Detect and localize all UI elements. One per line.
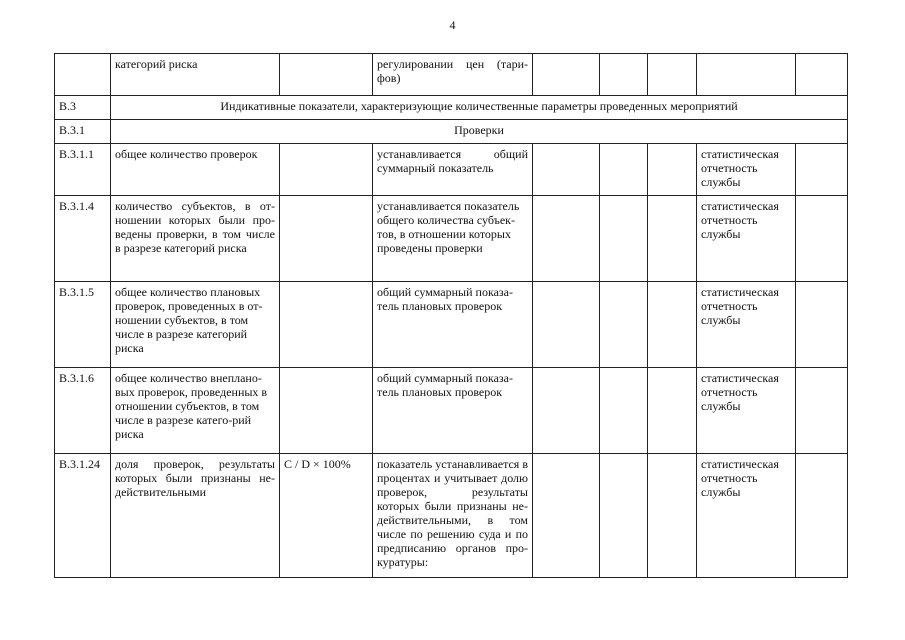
page-number: 4 [449,18,456,32]
formula-cell: C / D × 100% [280,454,373,578]
source-cell: статистическая отчетность службы [697,196,796,282]
table-row [55,54,848,96]
name-cell: общее количество плановых проверок, проведенных в от-ношении субъектов, в том числе в разрезе категорий риска [111,282,280,368]
name-cell: количество субъектов, в от-ношении которых были про-ведены проверки, в том числе в разрезе категорий риска [111,196,280,282]
empty-cell [648,144,697,196]
section-row [55,96,848,120]
formula-cell [280,54,373,96]
source-cell: статистическая отчетность службы [697,454,796,578]
method-cell: устанавливается общий суммарный показатель [373,144,533,196]
empty-cell [533,54,600,96]
source-cell [697,54,796,96]
table-row [55,196,848,282]
empty-cell [796,282,848,368]
code-cell: В.3.1.4 [55,196,111,282]
method-cell: устанавливается показатель общего количества субъек-тов, в отношении которых проведены проверки [373,196,533,282]
empty-cell [533,196,600,282]
formula-cell [280,144,373,196]
method-cell: общий суммарный показа-тель плановых проверок [373,282,533,368]
section-code: В.3 [55,96,111,120]
table-row [55,144,848,196]
empty-cell [796,196,848,282]
subsection-code: В.3.1 [55,120,111,144]
empty-cell [648,454,697,578]
method-cell: регулировании цен (тари-фов) [373,54,533,96]
subsection-title: Проверки [111,120,848,144]
name-cell: категорий риска [111,54,280,96]
indicators-table [54,53,848,578]
table-row [55,368,848,454]
empty-cell [796,368,848,454]
table-row [55,282,848,368]
empty-cell [600,368,648,454]
code-cell: В.3.1.24 [55,454,111,578]
empty-cell [533,282,600,368]
source-cell: статистическая отчетность службы [697,282,796,368]
source-cell: статистическая отчетность службы [697,368,796,454]
name-cell: доля проверок, результаты которых были признаны не-действительными [111,454,280,578]
empty-cell [796,54,848,96]
section-title: Индикативные показатели, характеризующие количественные параметры проведенных мероприятий [111,96,848,120]
empty-cell [796,454,848,578]
empty-cell [533,454,600,578]
formula-cell [280,196,373,282]
name-cell: общее количество внеплано-вых проверок, проведенных в отношении субъектов, в том числе в разрезе катего-рий риска [111,368,280,454]
empty-cell [600,454,648,578]
empty-cell [600,196,648,282]
empty-cell [533,144,600,196]
empty-cell [796,144,848,196]
empty-cell [600,54,648,96]
empty-cell [600,144,648,196]
code-cell: В.3.1.6 [55,368,111,454]
source-cell: статистическая отчетность службы [697,144,796,196]
empty-cell [600,282,648,368]
subsection-row [55,120,848,144]
code-cell: В.3.1.1 [55,144,111,196]
empty-cell [648,368,697,454]
empty-cell [648,54,697,96]
method-cell: общий суммарный показа-тель плановых проверок [373,368,533,454]
empty-cell [648,282,697,368]
name-cell: общее количество проверок [111,144,280,196]
method-cell: показатель устанавливается в процентах и учитывает долю проверок, результаты которых были признаны не-действительными, в том числе по решению суда и по предписанию органов про-куратуры: [373,454,533,578]
code-cell: В.3.1.5 [55,282,111,368]
formula-cell [280,282,373,368]
code-cell [55,54,111,96]
empty-cell [533,368,600,454]
table-row [55,454,848,578]
formula-cell [280,368,373,454]
empty-cell [648,196,697,282]
